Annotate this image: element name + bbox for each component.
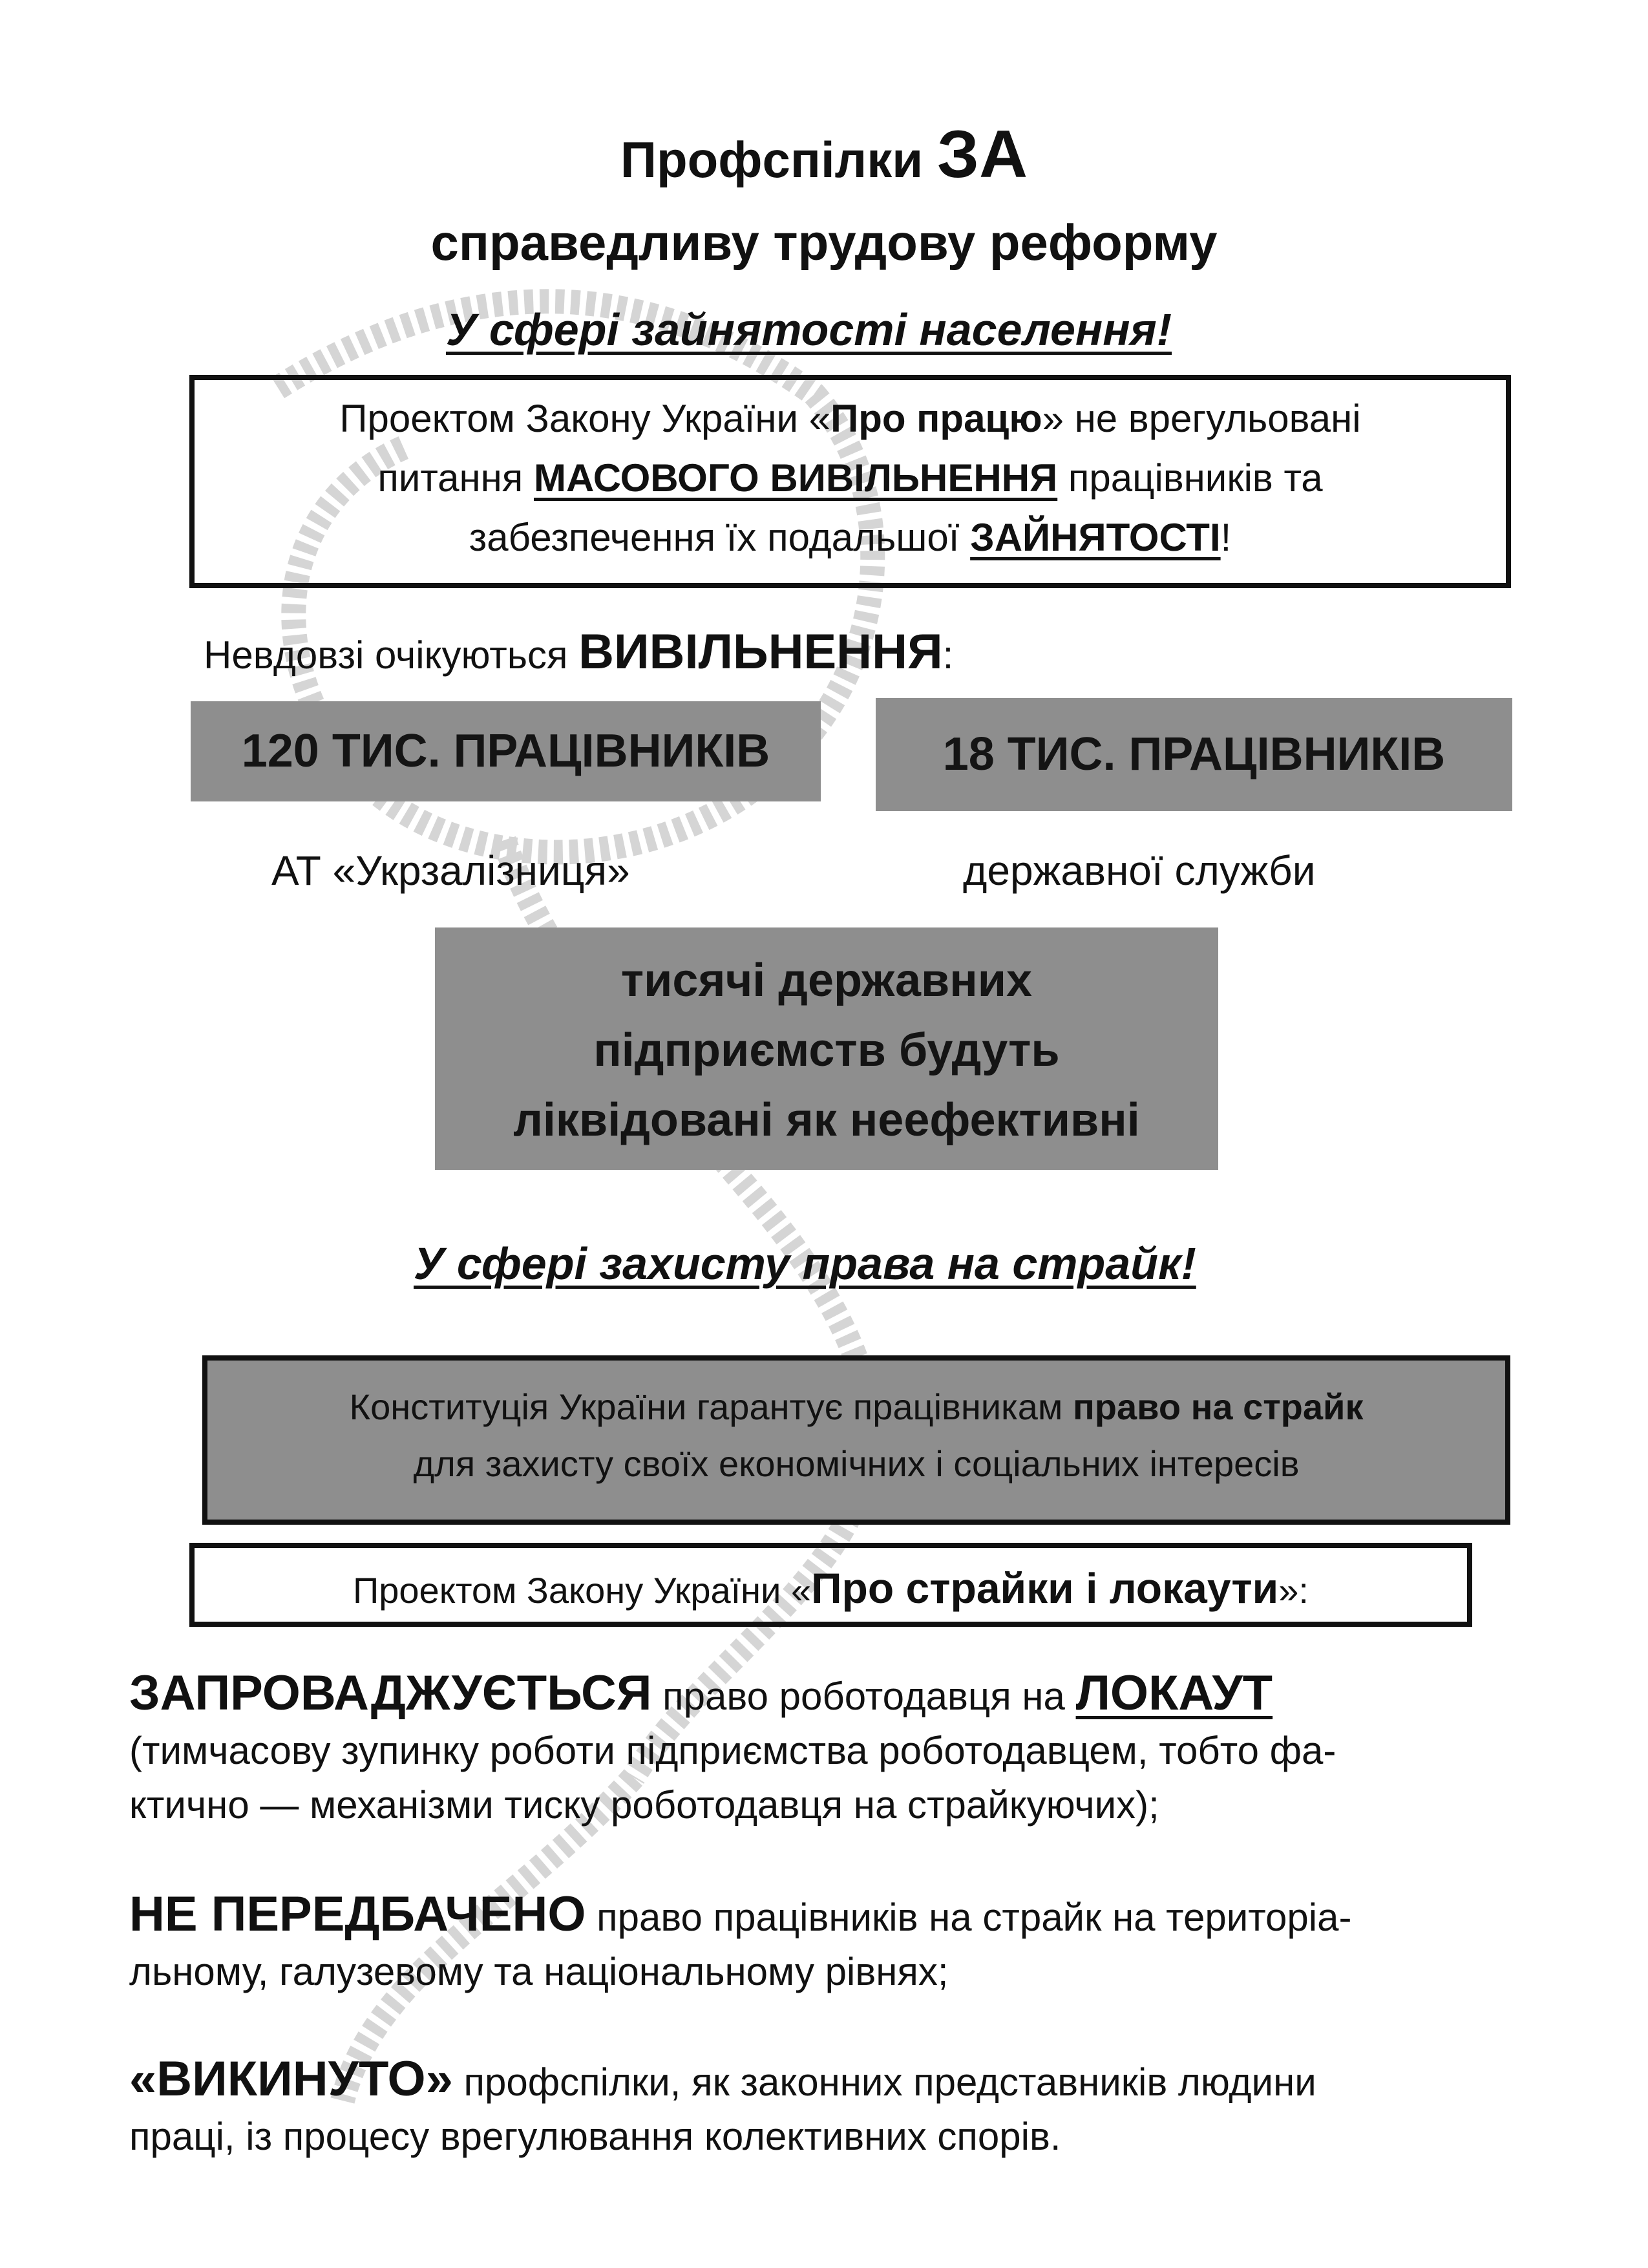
unions-excluded-line1: «ВИКИНУТО» профспілки, як законних представників людини <box>129 2051 1316 2106</box>
civil-service-dismissals-box: 18 ТИС. ПРАЦІВНИКІВ <box>876 698 1512 811</box>
liquidation-line2: підприємств будуть <box>593 1024 1060 1076</box>
no-strike-line2: льному, галузевому та національному рівнях; <box>129 1950 949 1993</box>
strike-law-box: Проектом Закону України «Про страйки і локаути»: <box>189 1543 1472 1627</box>
civil-service-caption: державної служби <box>963 847 1316 894</box>
no-strike-paragraph <box>129 1887 1525 1999</box>
title-prefix: Профспілки <box>620 131 924 188</box>
lockout-line2: (тимчасову зупинку роботи підприємства роботодавцем, тобто фа- <box>129 1729 1336 1772</box>
page-title <box>0 116 1648 193</box>
section-heading-employment: У сфері зайнятості населення! <box>446 304 1172 355</box>
constitution-line2: для захисту своїх економічних і соціальних інтересів <box>413 1443 1300 1484</box>
liquidation-box <box>435 927 1218 1170</box>
expected-dismissals-line: Невдовзі очікуються ВИВІЛЬНЕННЯ: <box>204 624 954 679</box>
liquidation-line3: ліквідовані як неефективні <box>513 1094 1140 1146</box>
page-subtitle: справедливу трудову реформу <box>430 214 1218 271</box>
railway-caption: АТ «Укрзалізниця» <box>271 847 630 894</box>
lockout-line3: ктично — механізми тиску роботодавця на страйкуючих); <box>129 1783 1159 1827</box>
employment-notice-box <box>189 375 1511 588</box>
section-heading-strike: У сфері захисту права на страйк! <box>414 1238 1196 1289</box>
lockout-line1: ЗАПРОВАДЖУЄТЬСЯ право роботодавця на ЛОКАУТ <box>129 1666 1273 1721</box>
employment-notice-line3: забезпечення їх подальшої ЗАЙНЯТОСТІ! <box>469 516 1232 559</box>
unions-excluded-line2: праці, із процесу врегулювання колективних спорів. <box>129 2115 1061 2158</box>
employment-notice-line2: питання МАСОВОГО ВИВІЛЬНЕННЯ працівників та <box>377 456 1323 500</box>
liquidation-line1: тисячі державних <box>620 955 1033 1006</box>
title-emphasis: ЗА <box>936 117 1028 192</box>
constitution-box <box>202 1355 1510 1525</box>
unions-excluded-paragraph <box>129 2052 1525 2164</box>
lockout-paragraph <box>129 1666 1525 1832</box>
railway-dismissals-box: 120 ТИС. ПРАЦІВНИКІВ <box>191 701 821 801</box>
no-strike-line1: НЕ ПЕРЕДБАЧЕНО право працівників на страйк на територіа- <box>129 1887 1352 1942</box>
constitution-line1: Конституція України гарантує працівникам право на страйк <box>349 1386 1364 1427</box>
employment-notice-line1: Проектом Закону України «Про працю» не врегульовані <box>339 397 1361 440</box>
